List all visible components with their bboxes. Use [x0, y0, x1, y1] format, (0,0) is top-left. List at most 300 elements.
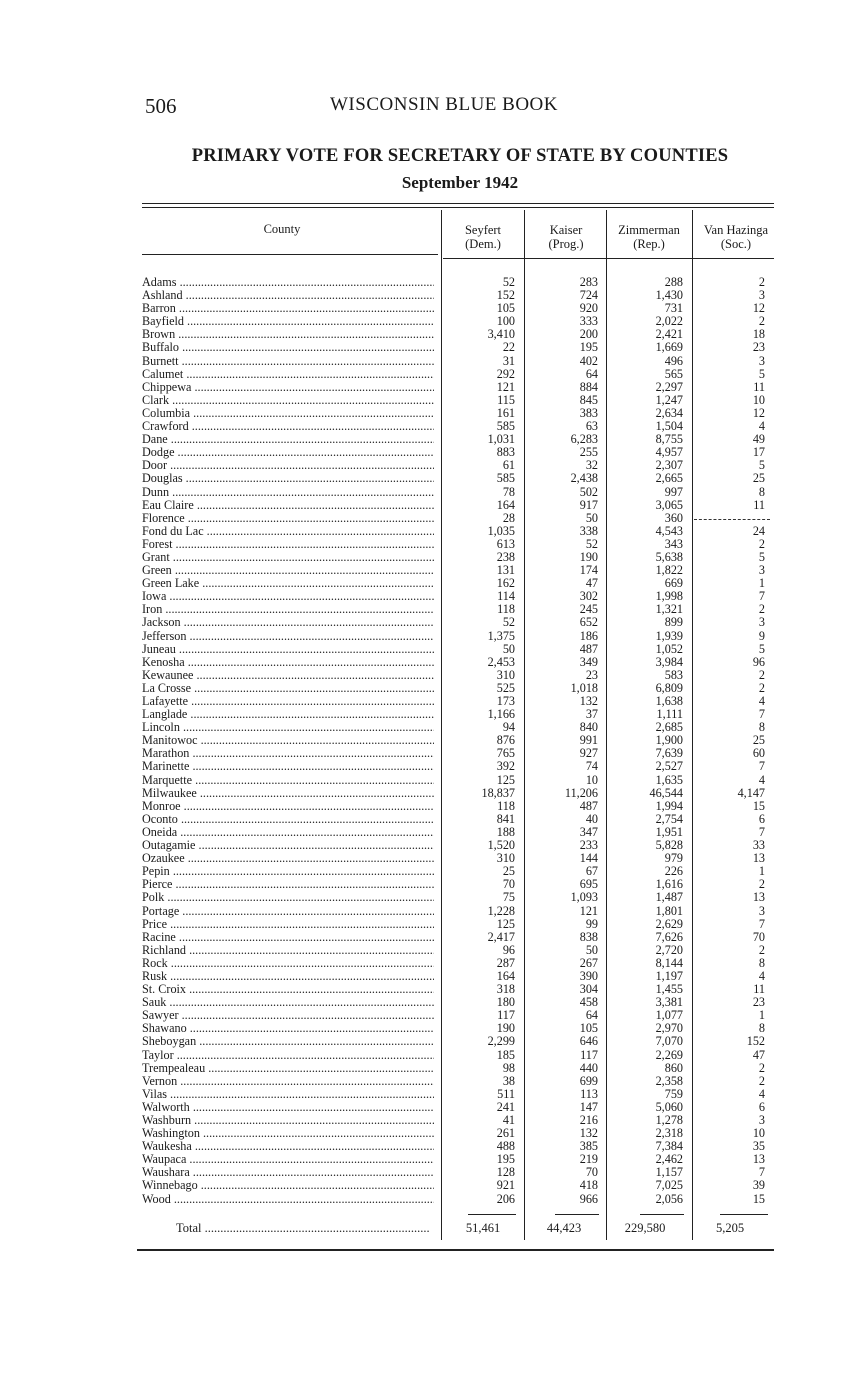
- table-row: [0, 341, 859, 354]
- table-row: [0, 1022, 859, 1035]
- vanhazinga-votes: 25: [752, 471, 765, 486]
- table-row: [0, 944, 859, 957]
- kaiser-votes: 245: [579, 602, 598, 617]
- seyfert-votes: 52: [502, 275, 515, 289]
- top-rule-2: [142, 207, 774, 208]
- vanhazinga-votes: 5: [758, 641, 765, 656]
- table-row: [0, 315, 859, 328]
- county-name: Walworth .....: [142, 1101, 434, 1114]
- kaiser-votes: 966: [579, 1191, 598, 1206]
- table-row: [0, 407, 859, 420]
- zimmerman-votes: 1,487: [655, 890, 683, 905]
- kaiser-votes: 383: [579, 405, 598, 420]
- county-name: Grant .....: [142, 551, 434, 564]
- kaiser-votes: 74: [585, 759, 598, 774]
- kaiser-votes: 304: [579, 982, 598, 997]
- kaiser-votes: 845: [579, 392, 598, 407]
- zimmerman-votes: 860: [664, 1060, 683, 1075]
- zimmerman-votes: 1,669: [655, 340, 683, 355]
- kaiser-votes: 50: [585, 942, 598, 957]
- total-seyfert: 51,461: [465, 1221, 501, 1235]
- county-name: Price .....: [142, 918, 434, 931]
- county-name: Douglas .....: [142, 472, 434, 485]
- seyfert-votes: 241: [496, 1099, 515, 1114]
- table-row: [0, 276, 859, 289]
- county-name: Polk .....: [142, 891, 434, 904]
- seyfert-votes: 52: [502, 615, 515, 630]
- zimmerman-votes: 496: [664, 353, 683, 368]
- col-header-seyfert-name: Seyfert: [464, 223, 502, 237]
- county-name: Monroe .....: [142, 800, 434, 813]
- vanhazinga-votes: 49: [752, 432, 765, 447]
- table-row: [0, 1009, 859, 1022]
- seyfert-votes: 22: [502, 340, 515, 355]
- vanhazinga-votes: 8: [758, 484, 765, 499]
- total-vanhazinga: 5,205: [715, 1221, 745, 1235]
- table-row: [0, 734, 859, 747]
- zimmerman-votes: 565: [664, 366, 683, 381]
- table-title: PRIMARY VOTE FOR SECRETARY OF STATE BY COUNTIES: [191, 146, 729, 166]
- zimmerman-votes: 6,809: [655, 680, 683, 695]
- kaiser-votes: 652: [579, 615, 598, 630]
- total-rule-vanhazinga: [720, 1214, 768, 1215]
- seyfert-votes: 1,375: [487, 628, 515, 643]
- seyfert-votes: 114: [497, 589, 515, 604]
- table-row: [0, 891, 859, 904]
- zimmerman-votes: 1,455: [655, 982, 683, 997]
- seyfert-votes: 585: [496, 419, 515, 434]
- county-name: Kewaunee .....: [142, 669, 434, 682]
- kaiser-votes: 349: [579, 654, 598, 669]
- seyfert-votes: 1,031: [487, 432, 515, 447]
- seyfert-votes: 765: [496, 746, 515, 761]
- seyfert-votes: 318: [496, 982, 515, 997]
- county-name: Green .....: [142, 564, 434, 577]
- table-row: [0, 682, 859, 695]
- col-header-zimmerman-party: (Rep.): [633, 237, 665, 251]
- vanhazinga-votes: 7: [758, 759, 765, 774]
- table-row: [0, 918, 859, 931]
- vanhazinga-votes: 2: [758, 680, 765, 695]
- county-name: Richland .....: [142, 944, 434, 957]
- table-row: [0, 472, 859, 485]
- zimmerman-votes: 669: [664, 576, 683, 591]
- table-row: [0, 708, 859, 721]
- kaiser-votes: 440: [579, 1060, 598, 1075]
- vanhazinga-votes: 2: [758, 1060, 765, 1075]
- zimmerman-votes: 7,384: [655, 1139, 683, 1154]
- county-name: Rusk .....: [142, 970, 434, 983]
- county-name: Manitowoc .....: [142, 734, 434, 747]
- vanhazinga-votes: 23: [752, 995, 765, 1010]
- kaiser-votes: 10: [585, 772, 598, 787]
- table-row: [0, 420, 859, 433]
- seyfert-votes: 195: [496, 1152, 515, 1167]
- county-name: Crawford .....: [142, 420, 434, 433]
- vanhazinga-votes: 8: [758, 1021, 765, 1036]
- county-name: La Crosse .....: [142, 682, 434, 695]
- table-row: [0, 630, 859, 643]
- vanhazinga-votes: 7: [758, 824, 765, 839]
- zimmerman-votes: 1,801: [655, 903, 683, 918]
- zimmerman-votes: 2,358: [655, 1073, 683, 1088]
- county-name: Milwaukee .....: [142, 787, 434, 800]
- kaiser-votes: 418: [579, 1178, 598, 1193]
- table-row: [0, 1062, 859, 1075]
- county-name: Bayfield .....: [142, 315, 434, 328]
- vanhazinga-votes: 33: [752, 838, 765, 853]
- table-row: [0, 643, 859, 656]
- kaiser-votes: 50: [585, 510, 598, 525]
- header-rule-county: [142, 254, 438, 255]
- kaiser-votes: 64: [585, 366, 598, 381]
- seyfert-votes: 173: [496, 694, 515, 708]
- running-head: WISCONSIN BLUE BOOK: [330, 94, 558, 115]
- seyfert-votes: 118: [497, 798, 515, 813]
- seyfert-votes: 75: [502, 890, 515, 905]
- seyfert-votes: 511: [497, 1086, 515, 1101]
- seyfert-votes: 41: [502, 1113, 515, 1127]
- seyfert-votes: 94: [502, 720, 515, 735]
- vanhazinga-votes: 2: [758, 314, 765, 329]
- table-row: [0, 983, 859, 996]
- vanhazinga-votes: 3: [758, 563, 765, 578]
- kaiser-votes: 174: [579, 563, 598, 578]
- kaiser-votes: 132: [579, 694, 598, 708]
- total-row: [0, 1221, 859, 1237]
- seyfert-votes: 100: [496, 314, 515, 329]
- seyfert-votes: 261: [496, 1126, 515, 1141]
- zimmerman-votes: 1,111: [656, 707, 683, 722]
- table-row: [0, 747, 859, 760]
- total-rule-kaiser: [555, 1214, 599, 1215]
- zimmerman-votes: 1,616: [655, 877, 683, 892]
- zimmerman-votes: 1,197: [655, 968, 683, 983]
- table-row: [0, 656, 859, 669]
- kaiser-votes: 144: [579, 851, 598, 866]
- vanhazinga-votes: 4: [758, 419, 765, 434]
- county-name: Green Lake .....: [142, 577, 434, 590]
- kaiser-votes: 917: [579, 497, 598, 512]
- table-row: [0, 616, 859, 629]
- kaiser-votes: 40: [585, 811, 598, 826]
- seyfert-votes: 161: [496, 405, 515, 420]
- table-row: [0, 760, 859, 773]
- vanhazinga-votes: 96: [752, 654, 765, 669]
- seyfert-votes: 292: [496, 366, 515, 381]
- county-name: Brown .....: [142, 328, 434, 341]
- table-row: [0, 1075, 859, 1088]
- kaiser-votes: 487: [579, 641, 598, 656]
- county-name: Ashland .....: [142, 289, 434, 302]
- kaiser-votes: 52: [585, 536, 598, 551]
- kaiser-votes: 63: [585, 419, 598, 434]
- table-row: [0, 551, 859, 564]
- county-name: Marinette .....: [142, 760, 434, 773]
- zimmerman-votes: 2,022: [655, 314, 683, 329]
- county-name: Outagamie .....: [142, 839, 434, 852]
- kaiser-votes: 105: [579, 1021, 598, 1036]
- seyfert-votes: 185: [496, 1047, 515, 1062]
- kaiser-votes: 283: [579, 275, 598, 289]
- zimmerman-votes: 2,318: [655, 1126, 683, 1141]
- vanhazinga-votes: 8: [758, 720, 765, 735]
- zimmerman-votes: 1,951: [655, 824, 683, 839]
- seyfert-votes: 1,520: [487, 838, 515, 853]
- zimmerman-votes: 5,060: [655, 1099, 683, 1114]
- county-name: St. Croix .....: [142, 983, 434, 996]
- zimmerman-votes: 2,269: [655, 1047, 683, 1062]
- county-name: Sheboygan .....: [142, 1035, 434, 1048]
- county-name: Langlade .....: [142, 708, 434, 721]
- vanhazinga-votes: 1: [758, 864, 765, 879]
- zimmerman-votes: 1,822: [655, 563, 683, 578]
- kaiser-votes: 70: [585, 1165, 598, 1180]
- vanhazinga-votes: 18: [752, 327, 765, 342]
- table-row: [0, 800, 859, 813]
- county-name: Oconto .....: [142, 813, 434, 826]
- vanhazinga-votes: 2: [758, 1073, 765, 1088]
- table-row: [0, 669, 859, 682]
- county-name: Pierce .....: [142, 878, 434, 891]
- county-name: Fond du Lac .....: [142, 525, 434, 538]
- county-name: Clark .....: [142, 394, 434, 407]
- vanhazinga-votes: 2: [758, 942, 765, 957]
- seyfert-votes: 61: [502, 458, 515, 473]
- vanhazinga-votes: 1: [758, 1008, 765, 1023]
- table-row: [0, 1088, 859, 1101]
- vanhazinga-votes: 13: [752, 1152, 765, 1167]
- col-header-zimmerman-name: Zimmerman: [618, 223, 680, 237]
- total-rule-zimmerman: [640, 1214, 684, 1215]
- county-name: Winnebago .....: [142, 1179, 434, 1192]
- vanhazinga-votes: 3: [758, 1113, 765, 1127]
- zimmerman-votes: 7,070: [655, 1034, 683, 1049]
- table-row: [0, 1127, 859, 1140]
- county-name: Vilas .....: [142, 1088, 434, 1101]
- vanhazinga-votes: 47: [752, 1047, 765, 1062]
- seyfert-votes: 125: [496, 772, 515, 787]
- zimmerman-votes: 4,543: [655, 523, 683, 538]
- table-row: [0, 787, 859, 800]
- table-row: [0, 931, 859, 944]
- zimmerman-votes: 2,720: [655, 942, 683, 957]
- col-header-seyfert-party: (Dem.): [465, 237, 501, 251]
- table-row: [0, 1035, 859, 1048]
- county-name: Washburn .....: [142, 1114, 434, 1127]
- table-row: [0, 512, 859, 525]
- total-label: Total .....: [176, 1221, 431, 1236]
- table-row: [0, 813, 859, 826]
- table-row: [0, 302, 859, 315]
- county-name: Waukesha .....: [142, 1140, 434, 1153]
- table-row: [0, 394, 859, 407]
- zimmerman-votes: 2,665: [655, 471, 683, 486]
- vanhazinga-votes: 6: [758, 811, 765, 826]
- seyfert-votes: 115: [497, 392, 515, 407]
- table-row: [0, 499, 859, 512]
- zimmerman-votes: 2,307: [655, 458, 683, 473]
- table-row: [0, 1114, 859, 1127]
- kaiser-votes: 991: [579, 733, 598, 748]
- vanhazinga-votes: 39: [752, 1178, 765, 1193]
- table-row: [0, 289, 859, 302]
- vanhazinga-votes: 12: [752, 301, 765, 316]
- vanhazinga-votes: 11: [753, 379, 765, 394]
- seyfert-votes: 152: [496, 288, 515, 303]
- kaiser-votes: 333: [579, 314, 598, 329]
- county-name: Dodge .....: [142, 446, 434, 459]
- vanhazinga-votes: 152: [746, 1034, 765, 1049]
- header-rule-values: [443, 258, 774, 259]
- vanhazinga-votes: 17: [752, 445, 765, 460]
- kaiser-votes: 200: [579, 327, 598, 342]
- table-row: [0, 970, 859, 983]
- zimmerman-votes: 1,321: [655, 602, 683, 617]
- table-row: [0, 459, 859, 472]
- table-row: [0, 1049, 859, 1062]
- kaiser-votes: 67: [585, 864, 598, 879]
- kaiser-votes: 219: [579, 1152, 598, 1167]
- county-name: Juneau .....: [142, 643, 434, 656]
- table-row: [0, 878, 859, 891]
- county-name: Calumet .....: [142, 368, 434, 381]
- seyfert-votes: 98: [502, 1060, 515, 1075]
- kaiser-votes: 99: [585, 916, 598, 931]
- seyfert-votes: 585: [496, 471, 515, 486]
- zimmerman-votes: 899: [664, 615, 683, 630]
- vanhazinga-votes: 12: [752, 405, 765, 420]
- seyfert-votes: 78: [502, 484, 515, 499]
- vanhazinga-votes: 4: [758, 694, 765, 708]
- table-row: [0, 1166, 859, 1179]
- zimmerman-votes: 2,297: [655, 379, 683, 394]
- seyfert-votes: 125: [496, 916, 515, 931]
- kaiser-votes: 23: [585, 667, 598, 682]
- vanhazinga-votes: 60: [752, 746, 765, 761]
- county-name: Trempealeau .....: [142, 1062, 434, 1075]
- county-name: Forest .....: [142, 538, 434, 551]
- zimmerman-votes: 46,544: [649, 785, 683, 800]
- vanhazinga-votes: 4,147: [737, 785, 765, 800]
- table-row: [0, 865, 859, 878]
- col-header-vanhazinga-party: (Soc.): [720, 237, 752, 251]
- seyfert-votes: 190: [496, 1021, 515, 1036]
- table-row: [0, 852, 859, 865]
- zimmerman-votes: 4,957: [655, 445, 683, 460]
- kaiser-votes: 190: [579, 549, 598, 564]
- county-name: Chippewa .....: [142, 381, 434, 394]
- vanhazinga-votes: 2: [758, 275, 765, 289]
- county-name: Kenosha .....: [142, 656, 434, 669]
- kaiser-votes: 6,283: [570, 432, 598, 447]
- total-rule-seyfert: [468, 1214, 516, 1215]
- county-name: Waushara .....: [142, 1166, 434, 1179]
- seyfert-votes: 921: [496, 1178, 515, 1193]
- table-row: [0, 839, 859, 852]
- zimmerman-votes: 5,638: [655, 549, 683, 564]
- seyfert-votes: 613: [496, 536, 515, 551]
- zimmerman-votes: 2,970: [655, 1021, 683, 1036]
- zimmerman-votes: 3,065: [655, 497, 683, 512]
- zimmerman-votes: 583: [664, 667, 683, 682]
- table-row: [0, 826, 859, 839]
- seyfert-votes: 238: [496, 549, 515, 564]
- county-name: Barron .....: [142, 302, 434, 315]
- kaiser-votes: 121: [579, 903, 598, 918]
- kaiser-votes: 11,206: [564, 785, 598, 800]
- seyfert-votes: 206: [496, 1191, 515, 1206]
- zimmerman-votes: 5,828: [655, 838, 683, 853]
- seyfert-votes: 1,166: [487, 707, 515, 722]
- table-row: [0, 1153, 859, 1166]
- vanhazinga-votes: 25: [752, 733, 765, 748]
- table-row: [0, 1140, 859, 1153]
- table-row: [0, 1101, 859, 1114]
- kaiser-votes: 458: [579, 995, 598, 1010]
- zimmerman-votes: 343: [664, 536, 683, 551]
- kaiser-votes: 646: [579, 1034, 598, 1049]
- vanhazinga-votes: 3: [758, 353, 765, 368]
- county-name: Oneida .....: [142, 826, 434, 839]
- county-name: Florence .....: [142, 512, 434, 525]
- table-row: [0, 538, 859, 551]
- seyfert-votes: 3,410: [487, 327, 515, 342]
- zimmerman-votes: 3,381: [655, 995, 683, 1010]
- county-name: Dane .....: [142, 433, 434, 446]
- seyfert-votes: 31: [502, 353, 515, 368]
- zimmerman-votes: 1,157: [655, 1165, 683, 1180]
- county-name: Waupaca .....: [142, 1153, 434, 1166]
- kaiser-votes: 502: [579, 484, 598, 499]
- county-name: Vernon .....: [142, 1075, 434, 1088]
- kaiser-votes: 487: [579, 798, 598, 813]
- kaiser-votes: 338: [579, 523, 598, 538]
- table-row: [0, 577, 859, 590]
- seyfert-votes: 164: [496, 968, 515, 983]
- table-row: [0, 355, 859, 368]
- vanhazinga-votes: 35: [752, 1139, 765, 1154]
- top-rule-1: [142, 203, 774, 204]
- kaiser-votes: 402: [579, 353, 598, 368]
- table-row: [0, 1193, 859, 1206]
- zimmerman-votes: 360: [664, 510, 683, 525]
- zimmerman-votes: 288: [664, 275, 683, 289]
- table-row: [0, 996, 859, 1009]
- kaiser-votes: 233: [579, 838, 598, 853]
- county-name: Iowa .....: [142, 590, 434, 603]
- vanhazinga-votes: 8: [758, 955, 765, 970]
- county-name: Columbia .....: [142, 407, 434, 420]
- col-header-kaiser: [527, 223, 605, 251]
- vanhazinga-votes: 7: [758, 707, 765, 722]
- table-row: [0, 1179, 859, 1192]
- table-row: [0, 590, 859, 603]
- vanhazinga-votes: 15: [752, 1191, 765, 1206]
- county-name: Sawyer .....: [142, 1009, 434, 1022]
- col-header-vanhazinga-name: Van Hazinga: [703, 223, 769, 237]
- vanhazinga-votes: 4: [758, 1086, 765, 1101]
- county-name: Door .....: [142, 459, 434, 472]
- seyfert-votes: 50: [502, 641, 515, 656]
- seyfert-votes: 28: [502, 510, 515, 525]
- seyfert-votes: 2,299: [487, 1034, 515, 1049]
- vanhazinga-votes: 13: [752, 851, 765, 866]
- county-name: Adams .....: [142, 276, 434, 289]
- total-zimmerman: 229,580: [624, 1221, 666, 1235]
- kaiser-votes: 347: [579, 824, 598, 839]
- vanhazinga-votes: 3: [758, 288, 765, 303]
